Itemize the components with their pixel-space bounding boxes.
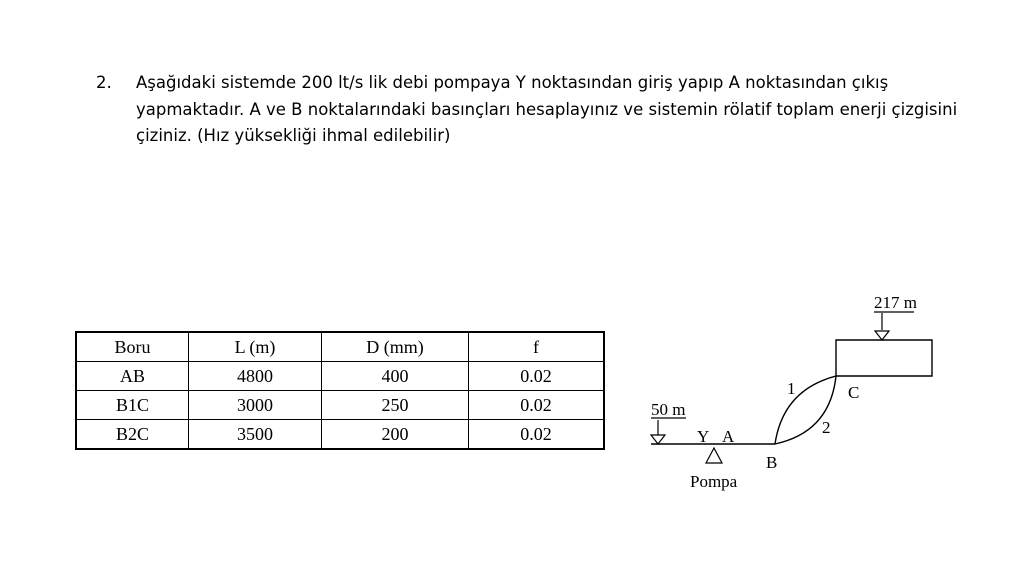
table-cell: 200 [322,420,469,450]
table-cell: 3500 [189,420,322,450]
table-cell: 0.02 [469,391,605,420]
point-a-label: A [722,427,735,446]
pipe-1-label: 1 [787,379,796,398]
table-cell: 3000 [189,391,322,420]
table-header-cell: f [469,332,605,362]
question-text: Aşağıdaki sistemde 200 lt/s lik debi pompaya Y noktasından giriş yapıp A noktasından çıkış yapmaktadır. A ve B noktalarındaki basınçları hesaplayınız ve sistemin rölatif toplam enerji çizgisini çiziniz. (Hız yüksekliği ihmal edilebilir) [136,73,958,145]
table-cell: 0.02 [469,362,605,391]
point-y-label: Y [697,427,710,446]
table-header-cell: L (m) [189,332,322,362]
pipe-2-label: 2 [822,418,831,437]
right-level-label: 217 m [874,293,917,312]
pump-label: Pompa [690,472,738,491]
table-cell: 4800 [189,362,322,391]
right-water-level-icon [875,331,889,340]
table-cell: B2C [76,420,189,450]
table-header-cell: Boru [76,332,189,362]
point-c-label: C [848,383,860,402]
pump-icon [706,448,722,463]
question-number: 2. [96,73,112,92]
table-cell: B1C [76,391,189,420]
left-water-level-icon [651,435,665,444]
upper-reservoir [836,340,932,376]
point-b-label: B [766,453,778,472]
left-level-label: 50 m [651,400,686,419]
table-cell: 400 [322,362,469,391]
table-cell: 0.02 [469,420,605,450]
table-cell: 250 [322,391,469,420]
table-header-cell: D (mm) [322,332,469,362]
table-cell: AB [76,362,189,391]
